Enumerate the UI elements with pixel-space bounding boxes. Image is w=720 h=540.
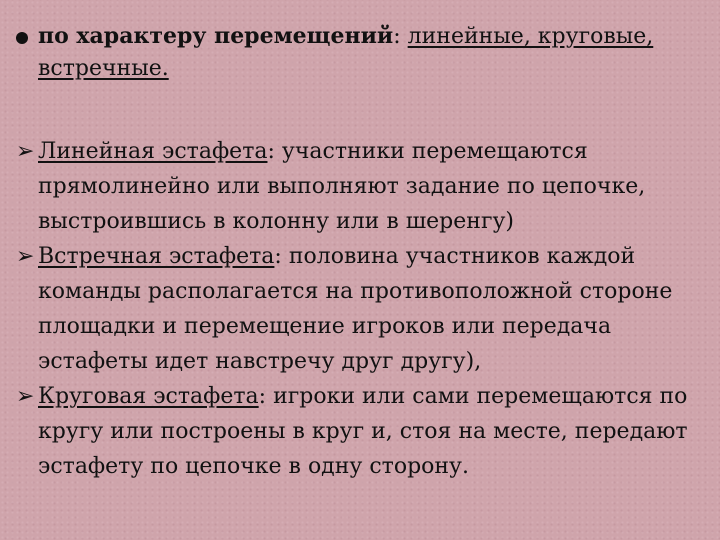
item-colon: : — [274, 244, 282, 269]
intro-colon: : — [393, 24, 401, 49]
intro-bold-text: по характеру перемещений — [38, 23, 394, 49]
arrow-bullet-icon: ➢ — [16, 384, 35, 409]
arrow-bullet-icon: ➢ — [16, 244, 35, 269]
item-colon: : — [267, 139, 275, 164]
item-description: участники перемещаются прямолинейно или выполняют задание по цепочке, выстроившись в колонну или в шеренгу) — [38, 139, 646, 234]
arrow-bullet-icon: ➢ — [16, 139, 35, 164]
item-term: Круговая эстафета — [38, 384, 259, 409]
relay-types-list — [16, 134, 706, 484]
list-item-circular — [16, 379, 706, 484]
item-term: Встречная эстафета — [38, 244, 275, 269]
list-item-linear — [16, 134, 706, 239]
list-item-oncoming — [16, 239, 706, 379]
item-term: Линейная эстафета — [38, 139, 268, 164]
item-colon: : — [258, 384, 267, 409]
intro-underlined-text: линейные, круговые, встречные. — [38, 24, 654, 81]
bullet-icon — [16, 32, 28, 44]
intro-text — [38, 20, 706, 85]
intro-bullet — [16, 20, 706, 85]
item-description: половина участников каждой команды располагается на противоположной стороне площадки и перемещение игроков или передача эстафеты идет навстречу друг другу), — [38, 244, 673, 374]
item-description: игроки или сами перемещаются по кругу или построены в круг и, стоя на месте, передают эстафету по цепочке в одну сторону. — [38, 384, 688, 479]
